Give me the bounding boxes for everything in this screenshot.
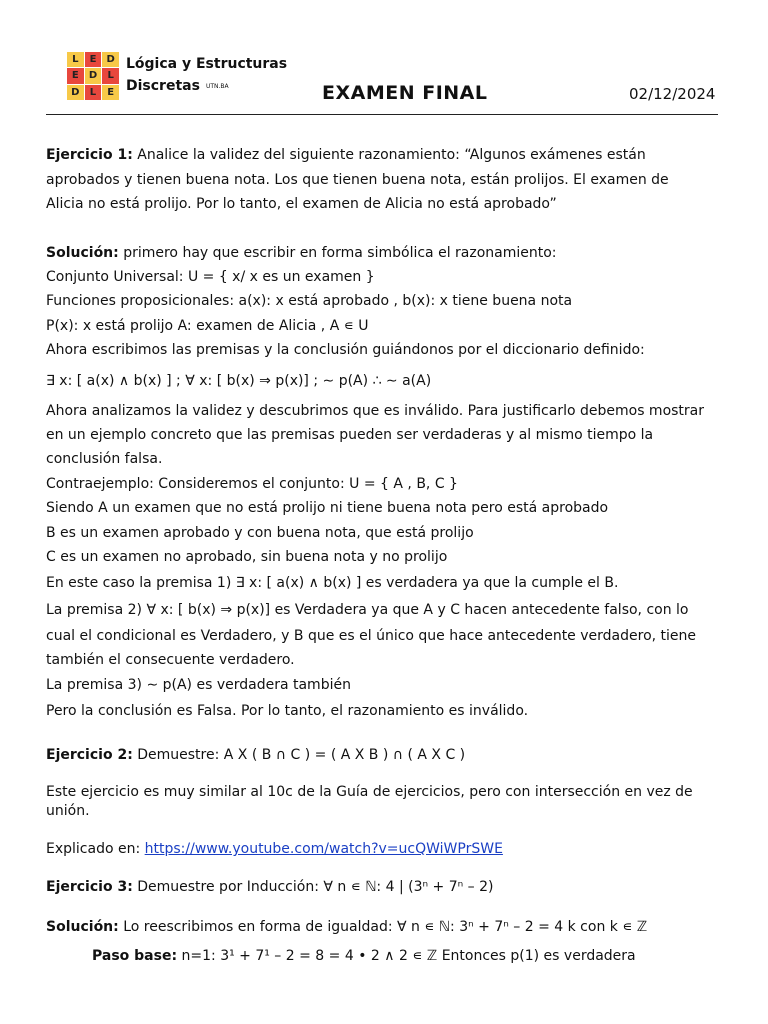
text-line (46, 146, 646, 164)
line-text: Pero la conclusión es Falsa. Por lo tanto, el razonamiento es inválido. (46, 703, 529, 719)
line-text: Demuestre: A X ( B ∩ C ) = ( A X B ) ∩ ( A X C ) (132, 747, 466, 763)
text-line (46, 918, 647, 936)
line-text: ∃ x: [ a(x) ∧ b(x) ] ; ∀ x: [ b(x) ⇒ p(x)] ; ∼ p(A) ∴ ∼ a(A) (46, 373, 432, 389)
text-line (46, 676, 351, 694)
logo-subtitle (126, 76, 229, 97)
text-line (46, 475, 458, 493)
text-line (46, 651, 295, 669)
line-text: B es un examen aprobado y con buena nota, que está prolijo (46, 525, 474, 541)
text-line (46, 746, 465, 764)
line-text: C es un examen no aprobado, sin buena nota y no prolijo (46, 549, 448, 565)
logo-cell: E (102, 85, 119, 100)
text-line (46, 802, 90, 820)
text-line (46, 171, 669, 189)
course-logo (64, 48, 292, 104)
line-text: P(x): x está prolijo A: examen de Alicia , A ∊ U (46, 318, 369, 334)
exercise-label: Ejercicio 3: (46, 879, 133, 895)
header-divider (46, 114, 718, 115)
line-text: Lo reescribimos en forma de igualdad: ∀ n ∊ ℕ: 3ⁿ + 7ⁿ – 2 = 4 k con k ∊ ℤ (118, 919, 648, 935)
line-text: n=1: 3¹ + 7¹ – 2 = 8 = 4 • 2 ∧ 2 ∊ ℤ Entonces p(1) es verdadera (177, 948, 636, 964)
text-line (46, 244, 557, 262)
text-line (46, 372, 431, 390)
logo-institution: UTN.BA (205, 83, 229, 90)
text-line (46, 195, 557, 213)
text-line (46, 548, 447, 566)
logo-title: Lógica y Estructuras (126, 56, 288, 72)
exercise-label: Ejercicio 1: (46, 147, 133, 163)
logo-cell: E (85, 52, 102, 67)
text-line (92, 947, 636, 965)
logo-cell: L (102, 68, 119, 83)
exercise-label: Ejercicio 2: (46, 747, 133, 763)
line-text: Este ejercicio es muy similar al 10c de la Guía de ejercicios, pero con intersección en vez de (46, 784, 693, 800)
text-line (46, 783, 693, 801)
line-text: primero hay que escribir en forma simbólica el razonamiento: (118, 245, 557, 261)
text-line (46, 268, 375, 286)
line-text: aprobados y tienen buena nota. Los que tienen buena nota, están prolijos. El examen de (46, 172, 669, 188)
line-text: Explicado en: (46, 841, 145, 857)
line-text: Alicia no está prolijo. Por lo tanto, el examen de Alicia no está aprobado” (46, 196, 557, 212)
line-text: Funciones proposicionales: a(x): x está aprobado , b(x): x tiene buena nota (46, 293, 573, 309)
logo-cell: E (67, 68, 84, 83)
text-line (46, 341, 645, 359)
logo-cell: L (67, 52, 84, 67)
line-text: Siendo A un examen que no está prolijo ni tiene buena nota pero está aprobado (46, 500, 609, 516)
text-line (46, 840, 503, 858)
logo-cell: L (85, 85, 102, 100)
text-line (46, 627, 696, 645)
logo-subtitle-text: Discretas (126, 78, 200, 94)
text-line (46, 601, 689, 619)
exam-title: EXAMEN FINAL (322, 82, 488, 104)
line-text: en un ejemplo concreto que las premisas pueden ser verdaderas y al mismo tiempo la (46, 427, 654, 443)
text-line (46, 524, 474, 542)
logo-grid (67, 52, 119, 100)
line-text: La premisa 3) ∼ p(A) es verdadera también (46, 677, 351, 693)
text-line (46, 450, 162, 468)
line-text: En este caso la premisa 1) ∃ x: [ a(x) ∧ b(x) ] es verdadera ya que la cumple el B. (46, 575, 619, 591)
video-link[interactable]: https://www.youtube.com/watch?v=ucQWiWPrSWE (144, 841, 503, 857)
line-text: La premisa 2) ∀ x: [ b(x) ⇒ p(x)] es Verdadera ya que A y C hacen antecedente falso, con lo (46, 602, 689, 618)
logo-cell: D (102, 52, 119, 67)
text-line (46, 317, 368, 335)
exercise-label: Solución: (46, 919, 119, 935)
line-text: conclusión falsa. (46, 451, 163, 467)
text-line (46, 292, 572, 310)
text-line (46, 499, 608, 517)
line-text: Conjunto Universal: U = { x/ x es un examen } (46, 269, 375, 285)
text-line (46, 426, 653, 444)
line-text: también el consecuente verdadero. (46, 652, 295, 668)
text-line (46, 878, 493, 896)
line-text: Ahora analizamos la validez y descubrimos que es inválido. Para justificarlo debemos mostrar (46, 403, 705, 419)
line-text: unión. (46, 803, 90, 819)
text-line (46, 574, 618, 592)
logo-cell: D (67, 85, 84, 100)
line-text: Demuestre por Inducción: ∀ n ∊ ℕ: 4 | (3ⁿ + 7ⁿ – 2) (132, 879, 494, 895)
exercise-label: Paso base: (92, 948, 178, 964)
text-line (46, 702, 528, 720)
exam-date: 02/12/2024 (629, 85, 716, 103)
logo-cell: D (85, 68, 102, 83)
line-text: cual el condicional es Verdadero, y B que es el único que hace antecedente verdadero, tiene (46, 628, 697, 644)
line-text: Contraejemplo: Consideremos el conjunto: U = { A , B, C } (46, 476, 458, 492)
exercise-label: Solución: (46, 245, 119, 261)
line-text: Analice la validez del siguiente razonamiento: “Algunos exámenes están (132, 147, 646, 163)
text-line (46, 402, 704, 420)
line-text: Ahora escribimos las premisas y la conclusión guiándonos por el diccionario definido: (46, 342, 645, 358)
